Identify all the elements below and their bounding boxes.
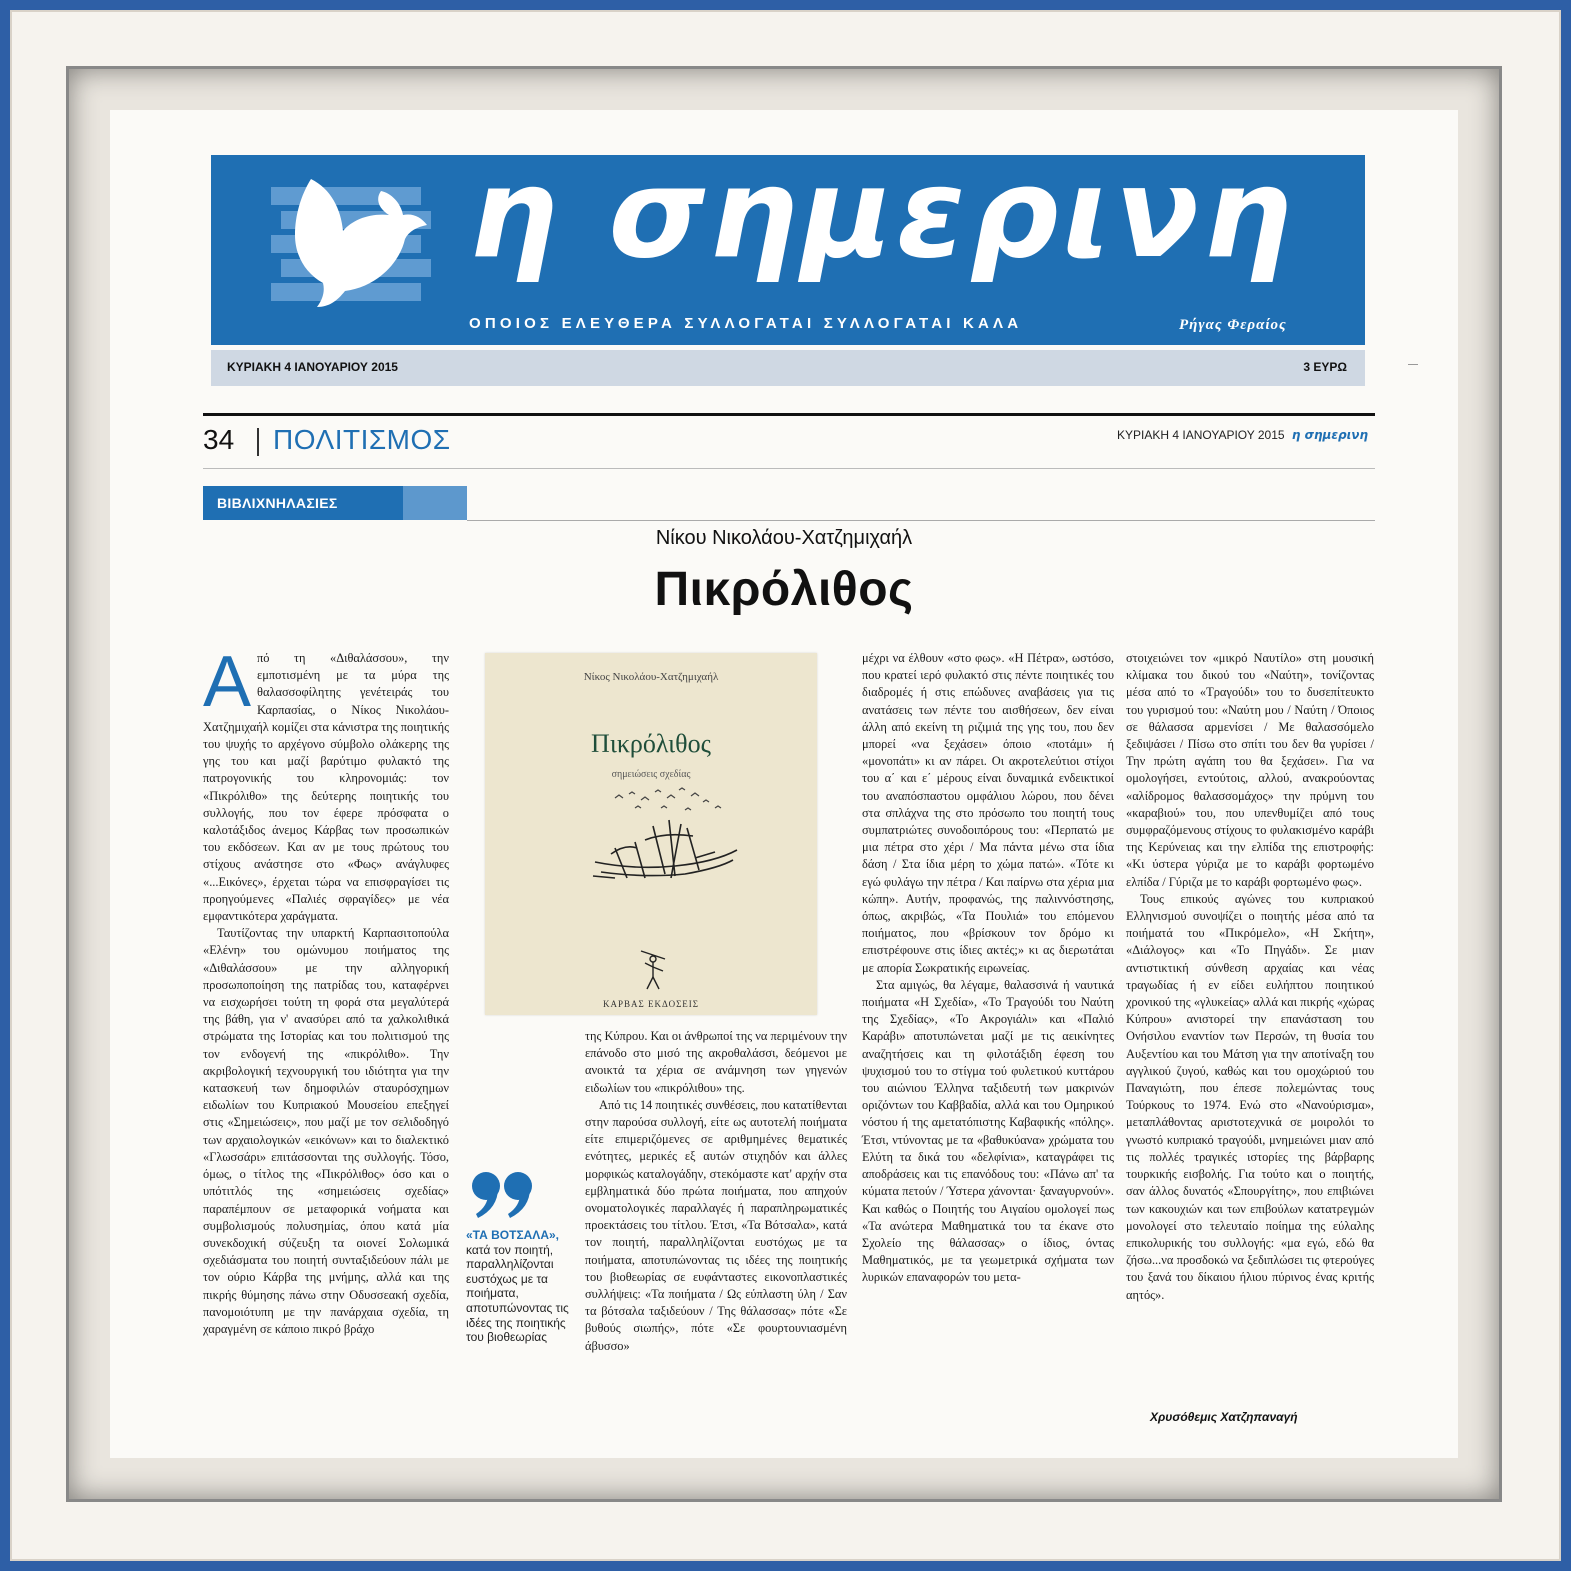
header-rule [203, 413, 1375, 416]
drop-cap: Α [203, 642, 252, 722]
article-paragraph: Από τις 14 ποιητικές συνθέσεις, που κατατίθενται στην παρούσα συλλογή, είτε ως αυτοτελή ποιήματα είτε επιμεριζόμενες σε αριθμημένες θεματικές ενότητες, μερικές εξ αυτών στιχηδόν και άλλες μορφικώς καταλογάδην, στεκόμαστε κατ' αρχήν στα εμβληματικά δύο πρώτα ποιήματα, που απηχούν ονοματολογικές παραλλαγές ή παραπληρωματικές προεκτάσεις του τίτλου. Έτσι, «Τα Βότσαλα», κατά τον ποιητή, παραλληλίζονται ευστόχως με τα ποιήματα, αποτυπώνοντας τις ιδέες της ποιητικής του βιοθεωρίας σε ευφάνταστες εικονοπλαστικές συλλήψεις: «Τα ποιήματα / Ως εύπλαστη ύλη / Σαν τα βότσαλα ταξιδεύουν / Της θάλασσας» πότε «Σε βυθούς σιωπής», πότε «Σε φουρτουνιασμένη άβυσσο» [585, 1097, 847, 1353]
masthead-title: η σημερινη [469, 142, 1296, 286]
article-paragraph: στοιχειώνει τον «μικρό Ναυτίλο» στη μουσική κλίμακα του δικού του «Ναύτη», τονίζοντας μέσα από το «Τραγούδι» του το δυσεπίτευκτο του γυρισμού του: «Ναύτη μου / Ναύτη / Όποιος σε θάλασσα αρμενίσει / Με θαλασσόμελο ξεδιψάσει / Πίσω στο σπίτι του δεν θα γυρίσει / Την πρώτη αγάπη του θα ξεχάσει». Για να ομολογήσει, εντούτοις, αλλού, ανακρούοντας «αλίδρομος θαλασσομάχος» την πρύμνη του «καραβιού» του, που υπενθυμίζει από τους συμφραζόμενους στίχους το φυλακισμένο καράβι της Κερύνειας και την ελπίδα της επιστροφής: «Κι ύστερα γύριζα με το καράβι φορτωμένο ελπίδα / Γύριζα με το καράβι φορτωμένο φως». [1126, 651, 1374, 889]
book-cover-title: Πικρόλιθος [591, 729, 711, 758]
pull-quote-lead: «ΤΑ ΒΟΤΣΑΛΑ», [466, 1228, 559, 1242]
article-column-4 [1126, 650, 1374, 1304]
pull-quote-text: κατά τον ποιητή, παραλληλίζονται ευστόχως με τα ποιήματα, αποτυπώνοντας τις ιδέες της ποιητικής του βιοθεωρίας [466, 1242, 569, 1345]
dove-logo-icon [271, 169, 461, 309]
page-number: 34 [203, 424, 235, 455]
article-column-1 [203, 642, 449, 1338]
newspaper-page [110, 110, 1458, 1458]
masthead [211, 142, 1365, 345]
rubric-label: ΒΙΒΛΙΧΝΗΛΑΣΙΕΣ [217, 495, 338, 511]
article-paragraph: Στα αμιγώς, θα λέγαμε, θαλασσινά ή ναυτικά ποιήματα «Η Σχεδία», «Το Τραγούδι του Ναύτη της Σχεδίας», «Το Ακρογιάλι» και «Παλιό Καράβι» αποτυπώνεται μαζί με τις αεικίνητες αναζητήσεις και τη φιλοτάξιδη έφεση του ψυχισμού του το στίγμα τού φυλετικού κυττάρου του αιώνιου Έλληνα ταξιδευτή των μακρινών οριζόντων του Καββαδία, αλλά και του Ομηρικού νόστου ή της αμετατόπιστης Καβαφικής «πόλης». Έτσι, ντύνοντας με τα «βαθυκύανα» χρώματα του Ελύτη τα δικά του «δελφίνια», καταγράφει τις αποδράσεις και τις επανόδους του: «Πάνω απ' τα κύματα πετούν / Ύστερα χάνονται· ξαναγυρνούν». Και καθώς ο Ποιητής του Αιγαίου ομολογεί πως «Τα ανώτερα Μαθηματικά του τα έκανε στο Σχολείο της θάλασσας» ο ίδιος, όντας Μαθηματικός, με τα γεωμετρικά σχήματα των λυρικών επαναφορών του μετα- [862, 977, 1114, 1285]
rubric-tail [403, 486, 467, 520]
book-cover-subtitle: σημειώσεις σχεδίας [611, 769, 691, 780]
quote-mark-icon [470, 1170, 540, 1220]
issue-price: 3 ΕΥΡΩ [1303, 360, 1347, 374]
masthead-motto: ΟΠΟΙΟΣ ΕΛΕΥΘΕΡΑ ΣΥΛΛΟΓΑΤΑΙ ΣΥΛΛΟΓΑΤΑΙ ΚΑΛΑ [469, 315, 1023, 332]
article-signature: Χρυσόθεμις Χατζηπαναγή [1150, 1410, 1298, 1424]
page-separator [257, 428, 259, 456]
crop-mark [1408, 364, 1418, 365]
pull-quote [466, 1228, 572, 1345]
book-cover-author: Νίκος Νικολάου-Χατζημιχαήλ [583, 671, 719, 683]
page-header-date-text: ΚΥΡΙΑΚΗ 4 ΙΑΝΟΥΑΡΙΟΥ 2015 [1117, 428, 1285, 442]
article-paragraph: Τους επικούς αγώνες του κυπριακού Ελληνισμού συνοψίζει ο ποιητής μέσα από τα ποιήματά του «Πικρόμελο», «Η Σκήτη», «Διάλογος» και «Το Πηγάδι». Σε μιαν αντιστικτική σύνθεση αρχαίας και νέας τραγωδίας ή εν είδει ευλήπτου ποιητικού χρονικού της «γλυκείας» αλλά και πικρής «χώρας Κύπρου» ανιστορεί την επανάσταση του Ονήσιλου εναντίον των Περσών, τη θυσία του Αυξεντίου και του Μάτση για την αποτίναξη του αγγλικού ζυγού, καθώς και του ομοχώριού του Παναγιώτη, που έπεσε πολεμώντας τους Τούρκους το 1974. Ενώ στο «Νανούρισμα», μεταπλάθοντας αριστοτεχνικά σε μοιρολόι το γνωστό κυπριακό τραγούδι, μνημειώνει μιαν από τις πολλές τραγικές ιστορίες της βάρβαρης τουρκικής εισβολής. Για τούτο και ο ποιητής, σαν άλλος δυνατός «Σπουργίτης», που επιβιώνει των κακουχιών και των επιβούλων κατατρεγμών μονολογεί στο τελευταίο ποίημα της εύλαλης επικολυρικής του συλλογής: «μα εγώ, εδώ θα ζήσω...να προσδοκώ να ξεδιπλώσει τις φτερούγες του ξανά του δίκαιου ήλιου πύρινος ένας κριτής αητός». [1126, 891, 1374, 1302]
book-cover [485, 653, 817, 1015]
masthead-datebar [211, 350, 1365, 386]
masthead-motto-author: Ρήγας Φεραίος [1179, 317, 1287, 333]
rubric-rule [467, 520, 1375, 521]
publisher-emblem-icon [635, 945, 671, 993]
paragraph-text: πό τη «Διθαλάσσου», την εμποτισμένη με τα μύρα της θαλασσοφίλητης γενέτειράς του Καρπασίας, ο Νίκος Νικολάου-Χατζημιχαήλ κομίζει στα κάνιστρα της ποιητικής του ψυχής το αρχέγονο σύμβολο ολάκερης της γης του και μαζί βαρύτιμο φυλακτό της πατρογονικής του κληρονομιάς: τον «Πικρόλιθο» της δεύτερης ποιητικής του συλλογής, που τον έφερε πρόσφατα ο καλοτάξιδος άνεμος Κάρβας των προσωπικών του εκδόσεων. Και αν με τους πρώτους του στίχους ανάστησε στο «Φως» ανάγλυφες «...Εικόνες», έρχεται τώρα να επισφραγίσει τις προηγούμενες «Παλιές σφραγίδες» με νέα εμφαντικότερα χαράγματα. [203, 651, 449, 924]
book-cover-publisher: ΚΑΡΒΑΣ ΕΚΔΟΣΕΙΣ [602, 999, 700, 1009]
article-paragraph: της Κύπρου. Και οι άνθρωποί της να περιμένουν την επάνοδο στο μισό της ακροθαλάσσι, δεόμενοι με ανοικτά τα χέρια σε ανάμνηση των γηγενών ειδωλίων του «πικρόλιθου» της. [585, 1029, 847, 1095]
article-paragraph: μέχρι να έλθουν «στο φως». «Η Πέτρα», ωστόσο, που κρατεί ιερό φυλακτό στις πέντε ποιητικές του διαδρομές ή στις επώδυνες αναβάσεις για τις ανατάσεις των πέντε του αισθήσεων, δεν είναι άλλη από εκείνη τη ριζιμιά της γης του, που δεν μπορεί «να ξεχάσει» όποιο «ποτάμι» ή «μονοπάτι» κι αν πάρει. Οι ακροτελεύτιοι στίχοι του α΄ και ε΄ μέρους είναι δυναμικά ενδεικτικοί του αναπόσπαστου ομφάλιου λώρου, που δένει στα σπλάχνα της στο πρόσωπο του ποιητή τους συμπατριώτες συνοδοιπόρους του: «Περπατώ με μια πέτρα στο χέρι / Μα πάντα μένω στα ίδια δάση / Στα ίδια μέρη το χώμα πατώ». «Τότε κι εγώ φυλάγω την πέτρα / Και παίρνω στα χέρια μια κώπη». Αυτήν, προφανώς, της παλιννόστησης, όπως, ακριβώς, «Τα Πουλιά» του επόμενου ποιήματος, που «βρίσκουν τον δρόμο κι επιστρέφουνε στις ίδιες ακτές;» κι ας διερωτάται με απορία Σωκρατικής ειρωνείας. [862, 651, 1114, 975]
article-paragraph: Ταυτίζοντας την υπαρκτή Καρπασιτοπούλα «Ελένη» του ομώνυμου ποιήματος της «Διθαλάσσου» με την αλληγορική προσωποποίηση της πατρίδας του, καταφέρνει να εισχωρήσει τούτη τη φορά στα μεγαλύτερά της βάθη, για ν' ανασύρει από τα χαλκολιθικά στρώματα της Ιστορίας και του πολιτισμού της τον ενδογενή της «πικρόλιθο». Την ακριβολογική τεχνουργική του ιδιότητα για την κατασκευή των δημοφιλών σταυρόσχημων ειδωλίων του Κυπριακού Μουσείου επεξηγεί στις «Σημειώσεις», που μαζί με τον σελιδοδηγό των αρχαιολογικών «εικόνων» και το διαλεκτικό «Γλωσσάρι» επιτάσσονται της συλλογής. Τόσο, όμως, ο τίτλος της «Πικρόλιθος» όσο και ο υπότιτλός της «σημειώσεις σχεδίας» παραπέμπουν σε μεταφορικά νοήματα και συμβολισμούς πολυσημίας, όπου κατά μία συνεκδοχική σύζευξη τα οιονεί Σολωμικά σχεδιάσματα του ποιητή συνταξιδεύουν πάλι με τον ούριο Κάρβα της μνήμης, αλλά και της πικρής θύμησης πάνω στην Οδυσσεακή σχεδία, πανομοιότυπη με την πανάρχαια σχεδία, τη χαραγμένη σε κάποιο πικρό βράχο [203, 926, 449, 1336]
small-logo: η σημερινη [1291, 428, 1368, 442]
page-header-date [1117, 428, 1368, 442]
section-title: ΠΟΛΙΤΙΣΜΟΣ [273, 424, 451, 455]
issue-date: ΚΥΡΙΑΚΗ 4 ΙΑΝΟΥΑΡΙΟΥ 2015 [227, 360, 398, 374]
article-paragraph [203, 642, 449, 925]
raft-sketch-icon [575, 778, 755, 903]
article-column-2 [585, 1028, 847, 1355]
article-title: Πικρόλιθος [654, 563, 914, 616]
article-column-3 [862, 650, 1114, 1287]
header-rule-thin [203, 468, 1375, 469]
article-author-line: Νίκου Νικολάου-Χατζημιχαήλ [655, 527, 913, 549]
